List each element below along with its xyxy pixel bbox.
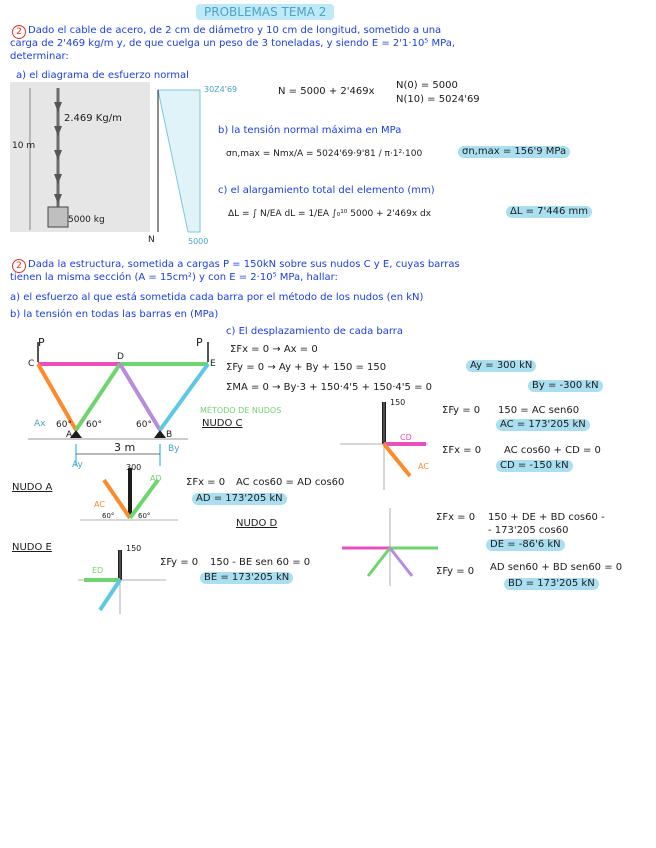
- weight-block: [48, 207, 68, 227]
- node-label-e: E: [210, 359, 216, 369]
- node-d-fy-result: BD = 173'205 kN: [504, 578, 599, 590]
- node-c-title: NUDO C: [202, 418, 243, 429]
- force-be: [100, 580, 120, 610]
- force-bd: [390, 548, 412, 576]
- node-a-diagram: [80, 462, 180, 532]
- node-c-fx-result: CD = -150 kN: [496, 460, 573, 472]
- node-c-diagram: [340, 402, 430, 492]
- load-p-right: P: [196, 336, 203, 349]
- node-c-fy-eq: 150 = AC sen60: [498, 405, 580, 416]
- problem-number: 2: [12, 25, 26, 39]
- elongation-result: ΔL = 7'446 mm: [506, 206, 592, 218]
- bottom-value: 5000: [188, 237, 209, 246]
- node-a-fx-result: AD = 173'205 kN: [192, 493, 287, 505]
- page-title: PROBLEMAS TEMA 2: [196, 4, 334, 20]
- problem-number: 2: [12, 259, 26, 273]
- question-b: b) la tensión normal máxima en MPa: [218, 125, 402, 136]
- node-c-cd-label: CD: [400, 433, 412, 442]
- node-a-fx: ΣFx = 0: [186, 477, 226, 488]
- node-d-fy: ΣFy = 0: [436, 566, 475, 577]
- reaction-by-label: By: [168, 444, 180, 454]
- node-label-a: A: [66, 430, 73, 440]
- node-e-title: NUDO E: [12, 542, 52, 553]
- node-d-fx-result: DE = -86'6 kN: [486, 539, 565, 551]
- node-c-ac-label: AC: [418, 462, 429, 471]
- equilibrium-eq-y: ΣFy = 0 → Ay + By + 150 = 150: [226, 362, 387, 373]
- top-value: 30Z4'69: [204, 85, 238, 94]
- node-e-load: 150: [126, 544, 142, 553]
- force-ad: [368, 548, 390, 576]
- node-a-ac-label: AC: [94, 500, 105, 509]
- reaction-ay-label: Ay: [72, 460, 83, 470]
- node-c-fx-eq: AC cos60 + CD = 0: [504, 445, 601, 456]
- node-label-b: B: [166, 430, 173, 440]
- statement-line: tienen la misma sección (A = 15cm²) y con E = 2·10⁵ MPa, hallar:: [10, 272, 338, 283]
- node-d-fx-eq: 150 + DE + BD cos60 -: [488, 512, 605, 523]
- node-a-angle: 60°: [138, 512, 151, 520]
- node-c-fy: ΣFy = 0: [442, 405, 481, 416]
- question-a: a) el diagrama de esfuerzo normal: [16, 70, 189, 81]
- question-a: a) el esfuerzo al que está sometida cada barra por el método de los nudos (en kN): [10, 292, 424, 303]
- node-a-fx-eq: AC cos60 = AD cos60: [236, 477, 345, 488]
- reaction-ax-label: Ax: [34, 419, 46, 429]
- question-b: b) la tensión en todas las barras en (MPa): [10, 309, 219, 320]
- normal-bottom: N(10) = 5024'69: [396, 94, 480, 105]
- node-e-fy: ΣFy = 0: [160, 557, 199, 568]
- node-d-fx: ΣFx = 0: [436, 512, 476, 523]
- load-label: 2.469 Kg/m: [64, 113, 122, 124]
- node-d-title: NUDO D: [236, 518, 278, 529]
- normal-force-diagram: [158, 90, 200, 232]
- normal-equation: N = 5000 + 2'469x: [278, 86, 375, 97]
- node-a-ad-label: AD: [150, 474, 162, 483]
- reaction-ay-result: Ay = 300 kN: [466, 360, 536, 372]
- statement-line: Dada la estructura, sometida a cargas P = 150kN sobre sus nudos C y E, cuyas barras: [28, 259, 460, 270]
- bar-be: [160, 364, 208, 430]
- node-e-ed-label: ED: [92, 566, 104, 575]
- question-c: c) El desplazamiento de cada barra: [226, 326, 404, 337]
- node-e-fy-eq: 150 - BE sen 60 = 0: [210, 557, 311, 568]
- question-c: c) el alargamiento total del elemento (mm): [218, 185, 435, 196]
- span-label: 3 m: [114, 441, 136, 454]
- node-label-d: D: [117, 352, 124, 362]
- axis-label: N: [148, 235, 155, 245]
- node-c-fx: ΣFx = 0: [442, 445, 482, 456]
- diagram-background: [10, 82, 150, 232]
- length-label: 10 m: [12, 141, 36, 151]
- node-a-load: 300: [126, 463, 142, 472]
- equilibrium-eq-x: ΣFx = 0 → Ax = 0: [230, 344, 318, 355]
- node-e-diagram: [78, 546, 168, 616]
- angle-label: 60°: [136, 420, 152, 430]
- node-d-fx-eq: - 173'205 cos60: [488, 525, 569, 536]
- normal-top: N(0) = 5000: [396, 80, 458, 91]
- stress-result: σn,max = 156'9 MPa: [458, 146, 570, 158]
- node-d-diagram: [340, 508, 440, 588]
- method-tag: MÉTODO DE NUDOS: [200, 406, 282, 415]
- load-p-left: P: [38, 336, 45, 349]
- elongation-equation: ΔL = ∫ N/EA dL = 1/EA ∫₀¹⁰ 5000 + 2'469x dx: [228, 209, 432, 219]
- statement-line: Dado el cable de acero, de 2 cm de diámetro y 10 cm de longitud, sometido a una: [28, 25, 442, 36]
- cable-diagram: [10, 82, 250, 242]
- node-a-angle: 60°: [102, 512, 115, 520]
- reaction-by-result: By = -300 kN: [528, 380, 603, 392]
- node-a-title: NUDO A: [12, 482, 53, 493]
- statement-line: determinar:: [10, 51, 69, 62]
- truss-diagram: [28, 338, 238, 448]
- weight-label: 5000 kg: [68, 215, 105, 225]
- statement-line: carga de 2'469 kg/m y, de que cuelga un peso de 3 toneladas, y siendo E = 2'1·10⁵ MPa,: [10, 38, 456, 49]
- support-b: [154, 430, 166, 438]
- angle-label: 60°: [56, 420, 72, 430]
- node-d-fy-eq: AD sen60 + BD sen60 = 0: [490, 562, 623, 573]
- node-e-fy-result: BE = 173'205 kN: [200, 572, 293, 584]
- node-label-c: C: [28, 359, 35, 369]
- equilibrium-eq-moment: ΣMA = 0 → By·3 + 150·4'5 + 150·4'5 = 0: [226, 382, 432, 393]
- node-c-fy-result: AC = 173'205 kN: [496, 419, 590, 431]
- stress-equation: σn,max = Nmx/A = 5024'69·9'81 / π·1²·100: [226, 149, 423, 159]
- angle-label: 60°: [86, 420, 102, 430]
- node-c-load: 150: [390, 398, 406, 407]
- force-ac: [384, 444, 410, 476]
